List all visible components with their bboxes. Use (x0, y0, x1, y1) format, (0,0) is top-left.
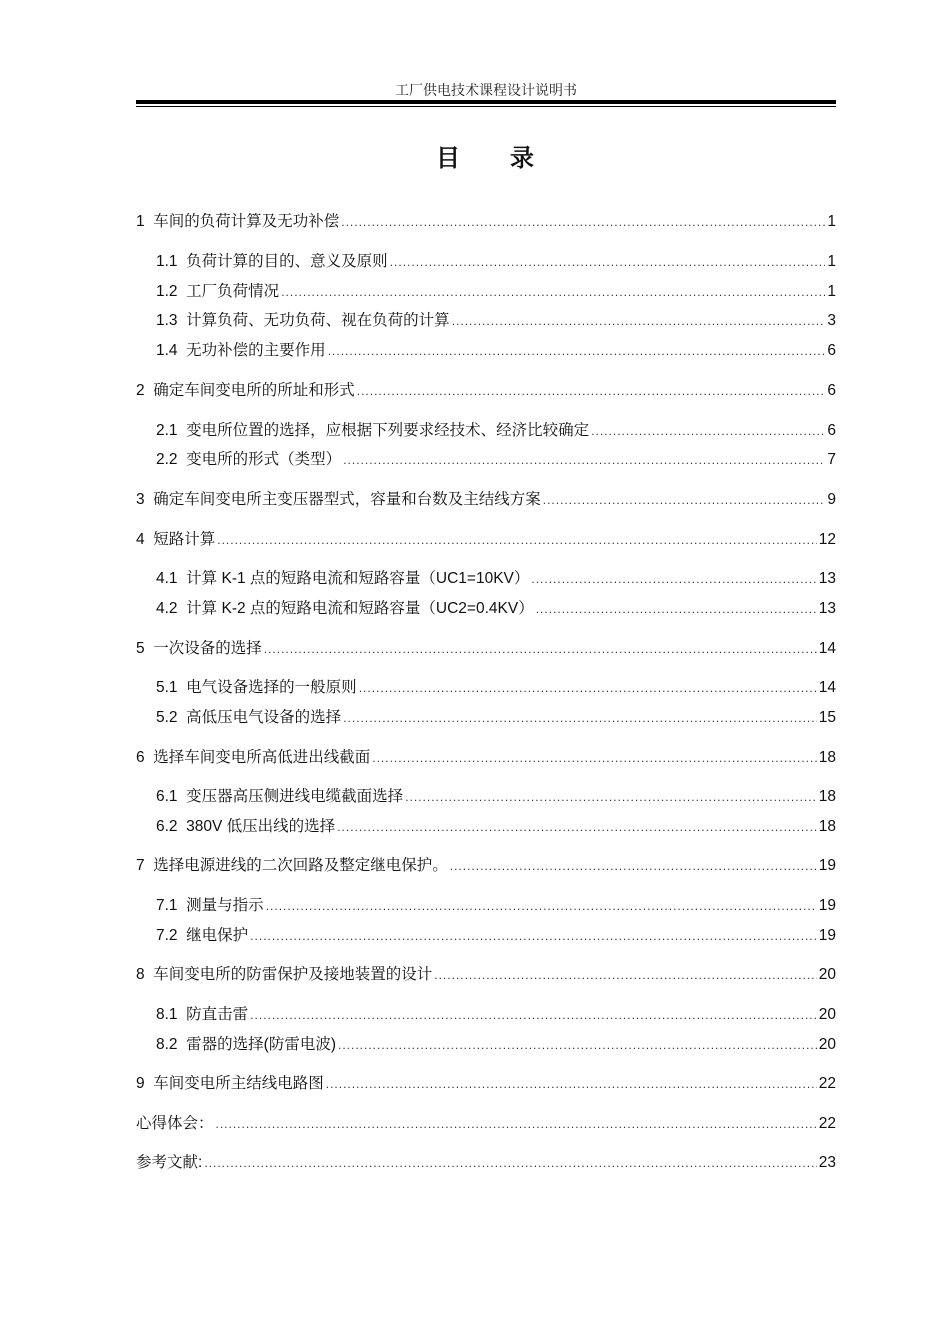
toc-page-number: 9 (827, 491, 836, 508)
dot-leader (357, 380, 826, 402)
toc-page-number: 19 (818, 927, 836, 944)
dot-leader (359, 677, 817, 699)
toc-page-number: 19 (818, 857, 836, 874)
toc-page-number: 12 (818, 531, 836, 548)
toc-page-number: 20 (818, 1036, 836, 1053)
toc-entry-text: 变电所的形式（类型） (186, 451, 342, 468)
toc-page-number: 6 (827, 342, 836, 359)
toc-page-number: 18 (818, 749, 836, 766)
dot-leader (338, 1034, 817, 1056)
toc-entry-4[interactable]: 4 短路计算 ..... 12 (136, 529, 836, 551)
toc-entry-7-1[interactable]: 7.1 测量与指示 ..... 19 (156, 895, 836, 917)
toc-page-number: 6 (827, 422, 836, 439)
toc-page-number: 23 (818, 1154, 836, 1171)
dot-leader (405, 786, 817, 808)
toc-entry-9[interactable]: 9 车间变电所主结线电路图 ..... 22 (136, 1073, 836, 1095)
toc-page-number: 1 (827, 253, 836, 270)
toc-entry-1-3[interactable]: 1.3 计算负荷、无功负荷、视在负荷的计算 ..... 3 (156, 310, 836, 332)
toc-title (136, 138, 836, 173)
toc-page-number: 22 (818, 1075, 836, 1092)
toc-entry-text: 确定车间变电所的所址和形式 (153, 382, 355, 399)
running-header: 工厂供电技术课程设计说明书 (395, 83, 577, 99)
toc-entry-text: 计算 K-2 点的短路电流和短路容量（UC2=0.4KV） (186, 600, 534, 617)
dot-leader (266, 895, 817, 917)
dot-leader (543, 489, 826, 511)
dot-leader (217, 529, 817, 551)
dot-leader (264, 638, 817, 660)
toc-page-number: 18 (818, 818, 836, 835)
dot-leader (531, 568, 816, 590)
dot-leader (281, 281, 825, 303)
toc-page-number: 20 (818, 1006, 836, 1023)
dot-leader (591, 420, 825, 442)
toc-page-number: 3 (827, 312, 836, 329)
toc-entry-text: 变电所位置的选择，应根据下列要求经技术、经济比较确定 (186, 422, 590, 439)
dot-leader (372, 747, 817, 769)
toc-entry-text: 计算 K-1 点的短路电流和短路容量（UC1=10KV） (186, 570, 530, 587)
toc-title-char-2: 录 (510, 144, 536, 172)
toc-entry-5-2[interactable]: 5.2 高低压电气设备的选择 ..... 15 (156, 707, 836, 729)
dot-leader (450, 855, 817, 877)
toc-entry-5-1[interactable]: 5.1 电气设备选择的一般原则 ..... 14 (156, 677, 836, 699)
toc-title-char-1: 目 (436, 144, 462, 172)
toc-entry-text: 车间变电所的防雷保护及接地装置的设计 (153, 966, 433, 983)
toc-entry-text: 选择车间变电所高低进出线截面 (153, 749, 371, 766)
toc-entry-7[interactable]: 7 选择电源进线的二次回路及整定继电保护。 ..... 19 (136, 855, 836, 877)
toc-page-number: 14 (818, 679, 836, 696)
toc-page-number: 13 (818, 600, 836, 617)
toc-entry-reflections[interactable] (136, 1113, 836, 1135)
dot-leader (204, 1152, 816, 1174)
toc-entry-text: 工厂负荷情况 (186, 283, 280, 300)
toc-page-number: 13 (818, 570, 836, 587)
toc-page-number: 18 (818, 788, 836, 805)
toc-page-number: 1 (827, 213, 836, 230)
toc-entry-text: 电气设备选择的一般原则 (186, 679, 357, 696)
toc-page-number: 20 (818, 966, 836, 983)
toc-page-number: 15 (818, 709, 836, 726)
toc-entry-4-1[interactable]: 4.1 计算 K-1 点的短路电流和短路容量（UC1=10KV） ..... 13 (156, 568, 836, 590)
toc-entry-6-1[interactable]: 6.1 变压器高压侧进线电缆截面选择 ..... 18 (156, 786, 836, 808)
toc-entry-7-2[interactable]: 7.2 继电保护 ..... 19 (156, 925, 836, 947)
toc-entry-2-1[interactable]: 2.1 变电所位置的选择，应根据下列要求经技术、经济比较确定 ..... 6 (156, 420, 836, 442)
toc-entry-text: 心得体会： (136, 1115, 214, 1132)
toc-entry-text: 无功补偿的主要作用 (186, 342, 326, 359)
toc-page-number: 22 (818, 1115, 836, 1132)
dot-leader (216, 1113, 817, 1135)
toc-entry-6[interactable]: 6 选择车间变电所高低进出线截面 ..... 18 (136, 747, 836, 769)
dot-leader (250, 1004, 817, 1026)
dot-leader (328, 340, 826, 362)
toc-entry-text: 计算负荷、无功负荷、视在负荷的计算 (186, 312, 450, 329)
dot-leader (326, 1073, 817, 1095)
header-rule-thick (136, 100, 836, 104)
toc-entry-text: 测量与指示 (186, 897, 264, 914)
toc-entry-1[interactable]: 1 车间的负荷计算及无功补偿 ..... 1 (136, 211, 836, 233)
toc-page-number: 6 (827, 382, 836, 399)
toc-page-number: 19 (818, 897, 836, 914)
toc-entry-1-4[interactable]: 1.4 无功补偿的主要作用 ..... 6 (156, 340, 836, 362)
toc-entry-1-1[interactable]: 1.1 负荷计算的目的、意义及原则 ..... 1 (156, 251, 836, 273)
dot-leader (343, 449, 825, 471)
toc-entry-1-2[interactable]: 1.2 工厂负荷情况 ..... 1 (156, 281, 836, 303)
toc-entry-8[interactable]: 8 车间变电所的防雷保护及接地装置的设计 ..... 20 (136, 964, 836, 986)
dot-leader (250, 925, 817, 947)
toc-entry-8-2[interactable]: 8.2 雷器的选择(防雷电波) ..... 20 (156, 1034, 836, 1056)
dot-leader (452, 310, 826, 332)
toc-page-number: 14 (818, 640, 836, 657)
toc-entry-text: 参考文献: (136, 1154, 203, 1171)
toc-entry-text: 确定车间变电所主变压器型式，容量和台数及主结线方案 (153, 491, 541, 508)
toc-entry-text: 一次设备的选择 (153, 640, 262, 657)
dot-leader (536, 598, 817, 620)
dot-leader (337, 816, 817, 838)
toc-entry-2[interactable]: 2 确定车间变电所的所址和形式 ..... 6 (136, 380, 836, 402)
dot-leader (434, 964, 817, 986)
toc-page-number: 7 (827, 451, 836, 468)
dot-leader (341, 211, 825, 233)
toc-entry-text: 继电保护 (186, 927, 249, 944)
toc-entry-text: 负荷计算的目的、意义及原则 (186, 253, 388, 270)
toc-page-number: 1 (827, 283, 836, 300)
toc-entry-6-2[interactable]: 6.2 380V 低压出线的选择 ..... 18 (156, 816, 836, 838)
toc-entry-4-2[interactable]: 4.2 计算 K-2 点的短路电流和短路容量（UC2=0.4KV） ..... 13 (156, 598, 836, 620)
toc-entry-text: 选择电源进线的二次回路及整定继电保护。 (153, 857, 448, 874)
toc-entry-text: 雷器的选择(防雷电波) (186, 1036, 336, 1053)
toc-entry-8-1[interactable]: 8.1 防直击雷 ..... 20 (156, 1004, 836, 1026)
header-rule-thin (136, 106, 836, 107)
toc-entry-2-2[interactable]: 2.2 变电所的形式（类型） ..... 7 (156, 449, 836, 471)
toc-entry-3[interactable]: 3 确定车间变电所主变压器型式，容量和台数及主结线方案 ..... 9 (136, 489, 836, 511)
dot-leader (343, 707, 817, 729)
toc-entry-references[interactable] (136, 1152, 836, 1174)
toc-entry-5[interactable]: 5 一次设备的选择 ..... 14 (136, 638, 836, 660)
toc-entry-text: 变压器高压侧进线电缆截面选择 (186, 788, 404, 805)
toc-entry-text: 车间变电所主结线电路图 (153, 1075, 324, 1092)
toc-entry-text: 短路计算 (153, 531, 216, 548)
dot-leader (390, 251, 826, 273)
toc-entry-text: 防直击雷 (186, 1006, 249, 1023)
toc-entry-text: 车间的负荷计算及无功补偿 (153, 213, 340, 230)
toc-entry-text: 380V 低压出线的选择 (186, 818, 336, 835)
toc-entry-text: 高低压电气设备的选择 (186, 709, 342, 726)
